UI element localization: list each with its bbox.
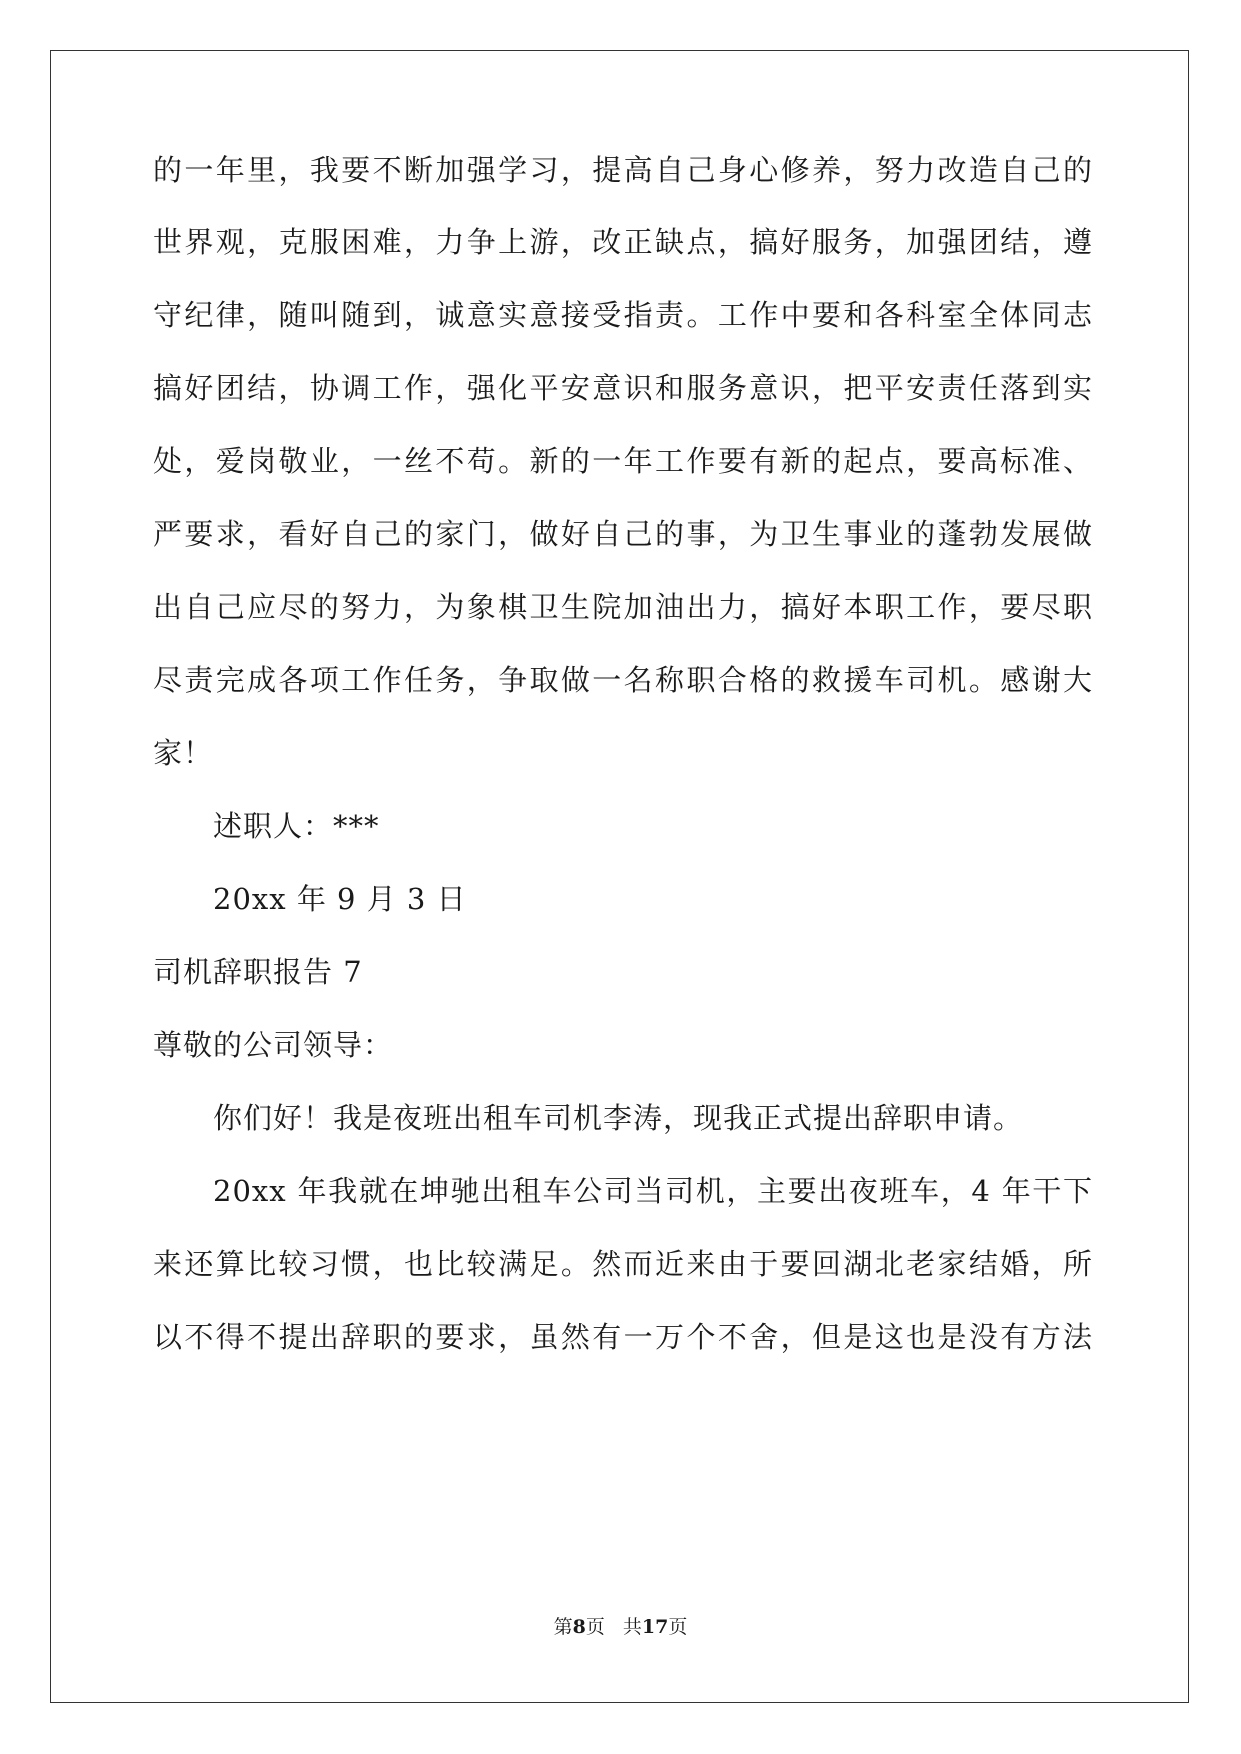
body-line: 20xx 年我就在坤驰出租车公司当司机，主要出夜班车，4 年干下 [213,1174,1093,1208]
body-line: 来还算比较习惯，也比较满足。然而近来由于要回湖北老家结婚，所 [153,1247,1093,1281]
page-suffix: 页 [585,1616,605,1638]
page-total: 17 [641,1616,669,1638]
total-prefix: 共 [622,1616,642,1638]
salutation: 尊敬的公司领导： [153,1028,394,1062]
body-line: 的一年里，我要不断加强学习，提高自己身心修养，努力改造自己的 [153,153,1093,187]
page-footer [0,1615,1241,1639]
date-line: 20xx 年 9 月 3 日 [213,882,467,916]
body-line: 世界观，克服困难，力争上游，改正缺点，搞好服务，加强团结，遵 [153,225,1093,259]
body-line: 尽责完成各项工作任务，争取做一名称职合格的救援车司机。感谢大 [153,663,1093,697]
section-title: 司机辞职报告 7 [153,955,363,989]
body-line: 以不得不提出辞职的要求，虽然有一万个不舍，但是这也是没有方法 [153,1320,1093,1354]
body-line: 严要求，看好自己的家门，做好自己的事，为卫生事业的蓬勃发展做 [153,517,1093,551]
signer-line: 述职人：*** [213,809,380,843]
page-prefix: 第 [553,1616,573,1638]
body-line: 你们好！我是夜班出租车司机李涛，现我正式提出辞职申请。 [213,1101,1024,1135]
body-line: 家！ [153,736,214,770]
body-line: 守纪律，随叫随到，诚意实意接受指责。工作中要和各科室全体同志 [153,298,1093,332]
body-line: 处，爱岗敬业，一丝不苟。新的一年工作要有新的起点，要高标准、 [153,444,1093,478]
body-line: 搞好团结，协调工作，强化平安意识和服务意识，把平安责任落到实 [153,371,1093,405]
total-suffix: 页 [668,1616,688,1638]
body-line: 出自己应尽的努力，为象棋卫生院加油出力，搞好本职工作，要尽职 [153,590,1093,624]
page-current: 8 [572,1616,586,1638]
